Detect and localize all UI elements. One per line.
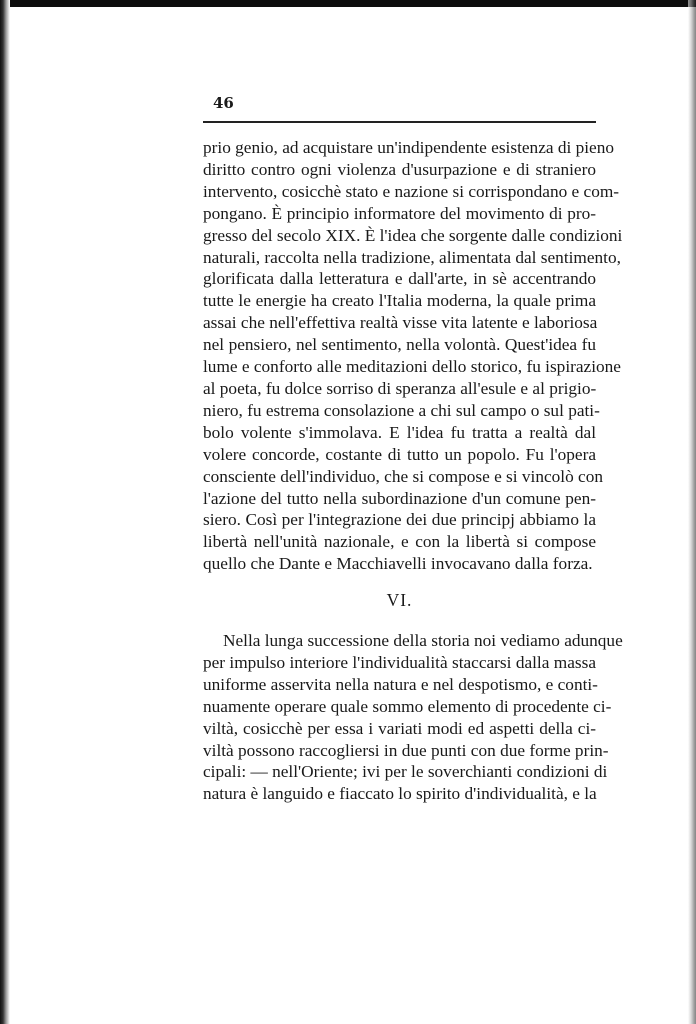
header-rule <box>203 121 596 123</box>
text-line: nuamente operare quale sommo elemento di procedente ci- <box>203 696 612 716</box>
text-line: al poeta, fu dolce sorriso di speranza all'esule e al prigio- <box>203 378 597 398</box>
text-line: pongano. È principio informatore del movimento di pro- <box>203 203 596 223</box>
text-line: assai che nell'effettiva realtà visse vita latente e laboriosa <box>203 313 598 333</box>
text-line: quello che Dante e Macchiavelli invocavano dalla forza. <box>203 554 593 574</box>
text-line: consciente dell'individuo, che si compose e si vincolò con <box>203 466 604 486</box>
text-line: cipali: — nell'Oriente; ivi per le soverchianti condizioni di <box>203 762 608 782</box>
paragraph <box>203 630 623 805</box>
book-binding-edge <box>0 0 10 1024</box>
text-line: glorificata dalla letteratura e dall'arte, in sè accentrando <box>203 269 596 289</box>
text-line: diritto contro ogni violenza d'usurpazione e di straniero <box>203 159 596 179</box>
text-line: Nella lunga successione della storia noi vediamo adunque <box>223 631 623 650</box>
text-line: per impulso interiore l'individualità staccarsi dalla massa <box>203 652 596 672</box>
text-line: viltà, cosicchè per essa i variati modi ed aspetti della ci- <box>203 718 596 738</box>
page-top-edge <box>0 0 696 7</box>
text-line: l'azione del tutto nella subordinazione d'un comune pen- <box>203 488 596 508</box>
text-line: prio genio, ad acquistare un'indipendente esistenza di pieno <box>203 138 615 157</box>
text-line: natura è languido e fiaccato lo spirito d'individualità, e la <box>203 784 597 804</box>
text-line: libertà nell'unità nazionale, e con la libertà si compose <box>203 532 596 552</box>
text-line: naturali, raccolta nella tradizione, alimentata dal sentimento, <box>203 247 621 267</box>
text-line: niero, fu estrema consolazione a chi sul campo o sul pati- <box>203 400 600 420</box>
page-number: 46 <box>213 94 234 112</box>
paragraph-continuation <box>203 137 623 575</box>
text-line: volere concorde, costante di tutto un popolo. Fu l'opera <box>203 444 596 464</box>
text-line: lume e conforto alle meditazioni dello storico, fu ispirazione <box>203 357 621 377</box>
section-heading: VI. <box>386 590 413 610</box>
text-line: siero. Così per l'integrazione dei due principj abbiamo la <box>203 510 596 530</box>
text-line: nel pensiero, nel sentimento, nella volontà. Quest'idea fu <box>203 335 596 355</box>
text-line: gresso del secolo XIX. È l'idea che sorgente dalle condizioni <box>203 225 623 245</box>
page-right-edge <box>688 0 696 1024</box>
text-line: bolo volente s'immolava. E l'idea fu tratta a realtà dal <box>203 422 596 442</box>
text-line: viltà possono raccogliersi in due punti con due forme prin- <box>203 740 609 760</box>
text-line: uniforme asservita nella natura e nel despotismo, e conti- <box>203 674 598 694</box>
text-line: tutte le energie ha creato l'Italia moderna, la quale prima <box>203 291 596 311</box>
text-line: intervento, cosicchè stato e nazione si corrispondano e com- <box>203 181 620 201</box>
